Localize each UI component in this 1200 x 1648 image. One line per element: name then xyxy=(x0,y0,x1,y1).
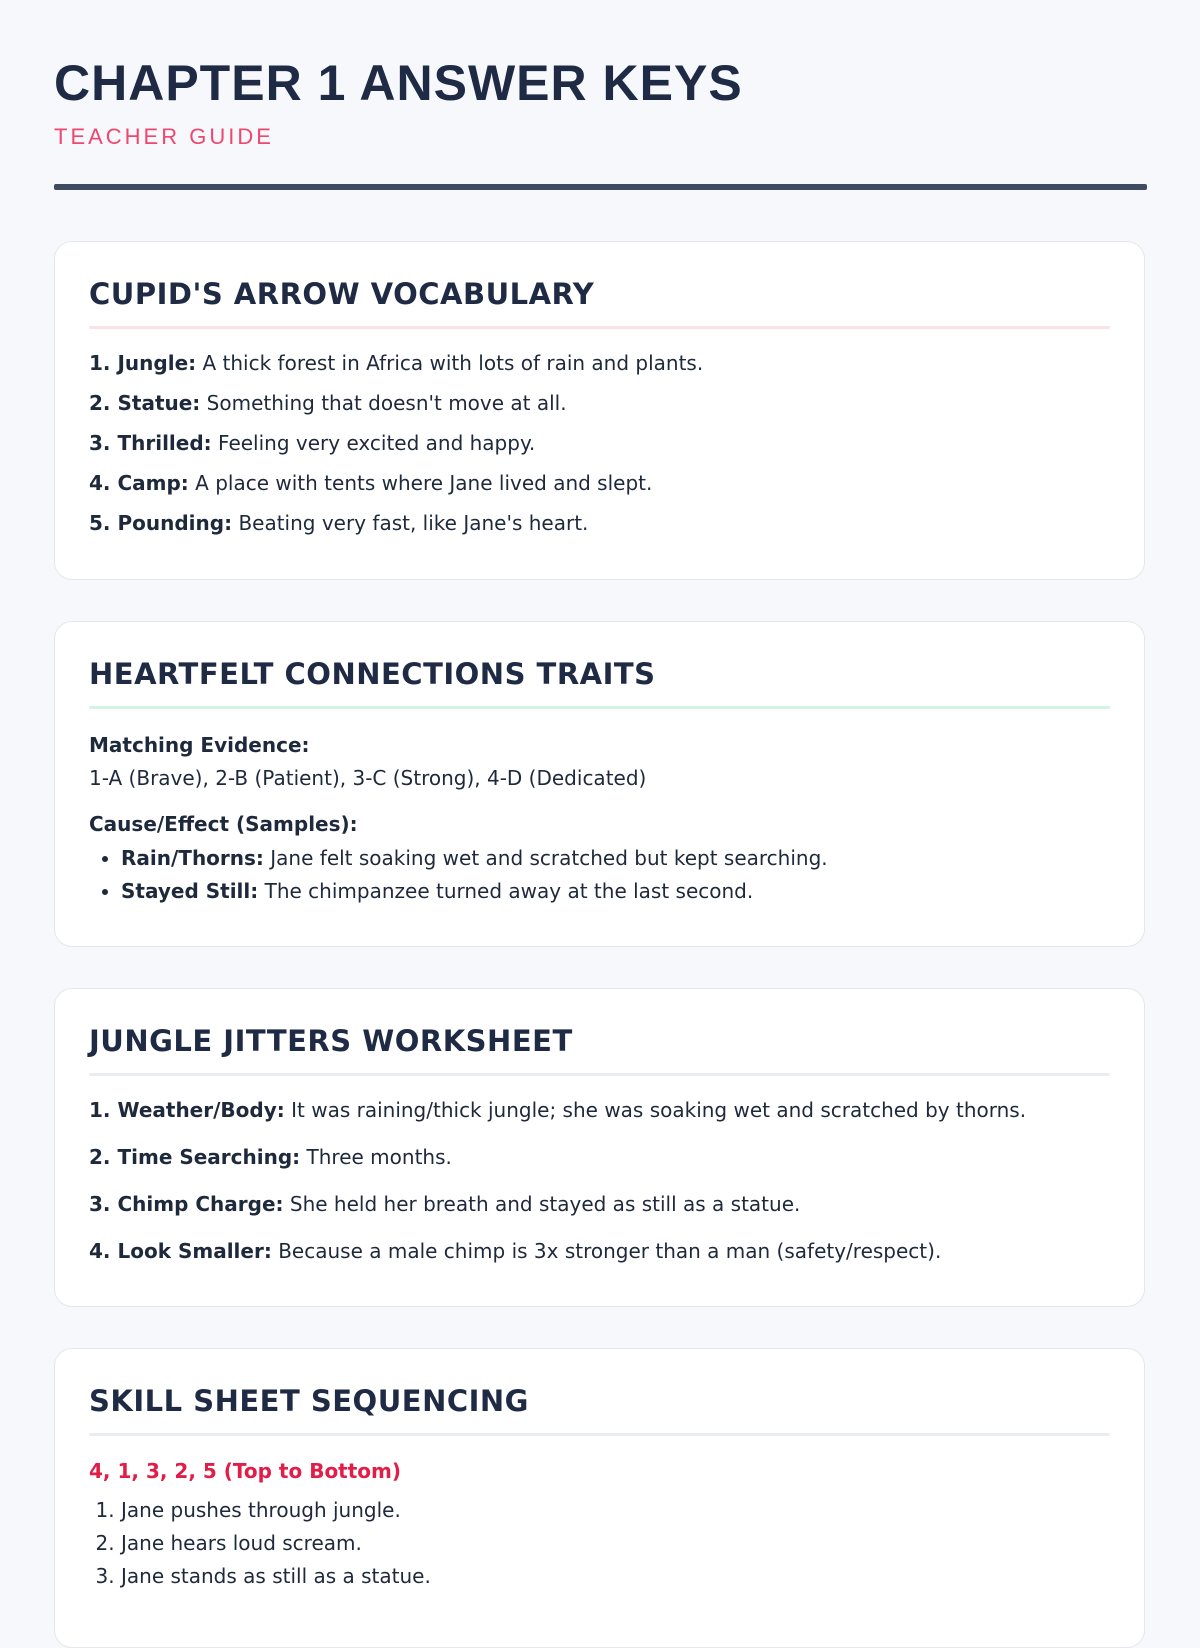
vocabulary-item: 3. Thrilled: Feeling very excited and happy. xyxy=(89,431,536,455)
worksheet-list xyxy=(89,1098,1110,1263)
answer-key-page xyxy=(54,52,1147,190)
worksheet-item: 2. Time Searching: Three months. xyxy=(89,1145,452,1169)
worksheet-item: 1. Weather/Body: It was raining/thick jungle; she was soaking wet and scratched by thorns. xyxy=(89,1098,1027,1122)
matching-answers: 1-A (Brave), 2-B (Patient), 3-C (Strong), 4-D (Dedicated) xyxy=(89,766,647,790)
sequencing-divider xyxy=(89,1433,1110,1436)
sequencing-title: SKILL SHEET SEQUENCING xyxy=(89,1384,529,1418)
page-subtitle: TEACHER GUIDE xyxy=(54,124,274,149)
vocabulary-item: 2. Statue: Something that doesn't move at all. xyxy=(89,391,567,415)
traits-title: HEARTFELT CONNECTIONS TRAITS xyxy=(89,657,656,691)
worksheet-item: 3. Chimp Charge: She held her breath and stayed as still as a statue. xyxy=(89,1192,801,1216)
matching-label: Matching Evidence: xyxy=(89,733,310,757)
worksheet-item: 4. Look Smaller: Because a male chimp is 3x stronger than a man (safety/respect). xyxy=(89,1239,942,1263)
vocabulary-item: 1. Jungle: A thick forest in Africa with lots of rain and plants. xyxy=(89,351,704,375)
cause-effect-item: • Stayed Still: The chimpanzee turned away at the last second. xyxy=(121,875,1110,908)
sequencing-answer: 4, 1, 3, 2, 5 (Top to Bottom) xyxy=(89,1459,402,1483)
traits-divider xyxy=(89,706,1110,709)
page-title: CHAPTER 1 ANSWER KEYS xyxy=(54,55,743,111)
vocabulary-list xyxy=(89,351,1110,535)
sequencing-step: 1. Jane pushes through jungle. xyxy=(121,1494,1110,1527)
sequencing-step: 3. Jane stands as still as a statue. xyxy=(121,1560,1110,1593)
worksheet-card xyxy=(54,988,1145,1307)
vocabulary-item: 5. Pounding: Beating very fast, like Jane's heart. xyxy=(89,511,589,535)
vocabulary-title: CUPID'S ARROW VOCABULARY xyxy=(89,277,595,311)
traits-card xyxy=(54,621,1145,947)
cause-effect-label: Cause/Effect (Samples): xyxy=(89,812,358,836)
cause-effect-list xyxy=(89,842,1110,908)
worksheet-divider xyxy=(89,1073,1110,1076)
vocabulary-card xyxy=(54,241,1145,580)
sequencing-step: 2. Jane hears loud scream. xyxy=(121,1527,1110,1560)
sequencing-steps xyxy=(89,1494,1110,1593)
title-divider xyxy=(54,184,1147,190)
cause-effect-item: • Rain/Thorns: Jane felt soaking wet and scratched but kept searching. xyxy=(121,842,1110,875)
sequencing-card xyxy=(54,1348,1145,1648)
vocabulary-item: 4. Camp: A place with tents where Jane lived and slept. xyxy=(89,471,653,495)
worksheet-title: JUNGLE JITTERS WORKSHEET xyxy=(89,1024,573,1058)
vocabulary-divider xyxy=(89,326,1110,329)
